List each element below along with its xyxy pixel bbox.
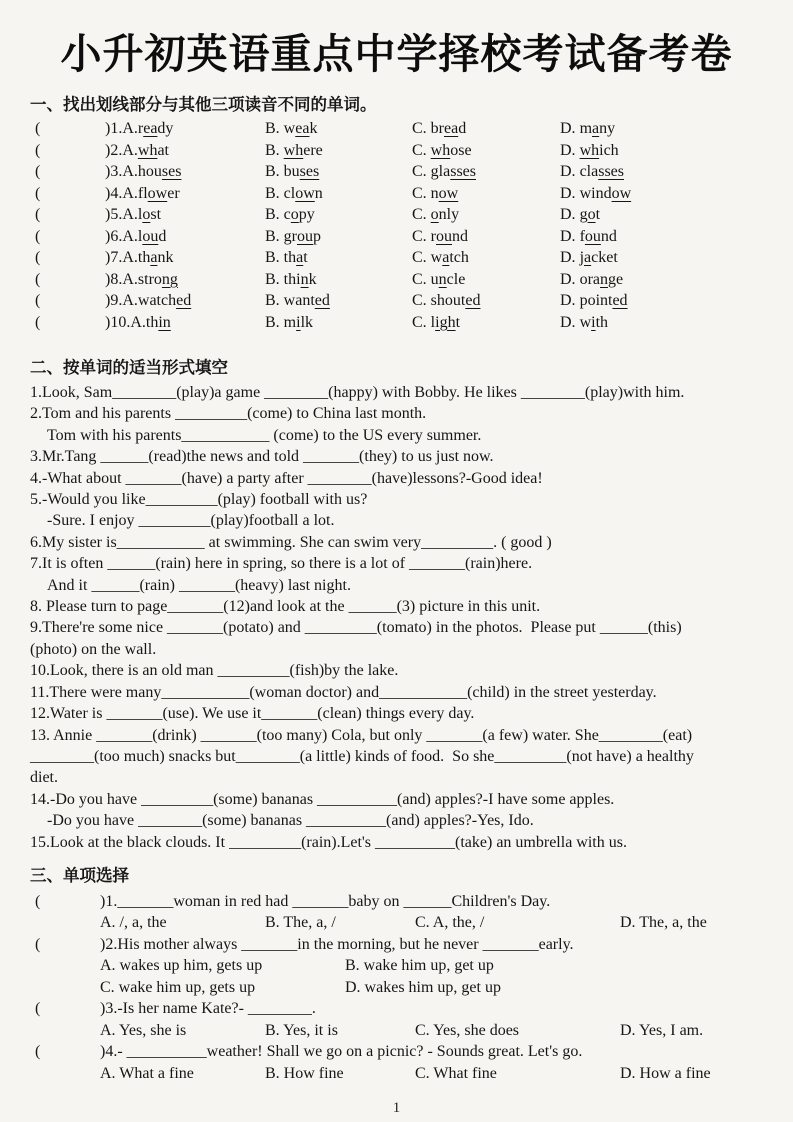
option-word-prefix: )10.A.	[105, 313, 146, 331]
option-word-pre: cla	[579, 163, 599, 180]
choice-option: D. wakes him up, get up	[345, 978, 501, 996]
choice-options-row	[0, 977, 793, 999]
underlined-letters: igh	[435, 313, 456, 331]
option-word-prefix: D.	[560, 141, 580, 159]
choice-question-text: )1._______woman in red had _______baby on ______Children's Day.	[100, 892, 551, 910]
option-word-pre: th	[145, 313, 159, 331]
option-word-pre: f	[579, 227, 585, 245]
option-word-prefix: C.	[412, 313, 431, 331]
option-d	[560, 161, 793, 183]
option-word-prefix: D.	[560, 249, 580, 266]
option-word-post: lk	[300, 313, 314, 331]
choice-option: B. The, a, /	[265, 914, 336, 932]
fill-blank-line: 14.-Do you have _________(some) bananas __________(and) apples?-I have some apples.	[30, 790, 615, 808]
option-word-pre: gr	[283, 227, 297, 245]
option-word-pre: th	[283, 249, 297, 266]
pronunciation-row	[0, 226, 793, 248]
option-word-post: k	[309, 120, 318, 137]
section-two-lines	[0, 382, 793, 853]
pronunciation-row	[0, 247, 793, 269]
option-word-prefix: B.	[265, 141, 284, 159]
option-c	[412, 226, 560, 248]
option-word-prefix: C.	[412, 206, 431, 223]
option-c	[412, 183, 560, 205]
underlined-letters: ou	[436, 227, 452, 245]
underlined-letters: o	[142, 206, 151, 223]
option-word-prefix: B.	[265, 292, 284, 309]
underlined-letters: ou	[142, 227, 159, 245]
answer-bracket: (	[35, 1043, 41, 1061]
underlined-letters: ses	[161, 163, 182, 180]
fill-blank-line: 10.Look, there is an old man _________(fish)by the lake.	[30, 662, 399, 680]
option-word-pre: j	[579, 249, 585, 266]
underlined-letters: o	[587, 206, 596, 223]
underlined-letters: a	[296, 249, 304, 266]
option-d	[560, 290, 793, 312]
option-a	[105, 290, 265, 312]
option-word-pre: m	[283, 313, 297, 331]
option-c	[412, 118, 560, 140]
option-word-post: d	[458, 120, 467, 137]
underlined-letters: wh	[579, 141, 600, 159]
pronunciation-row	[0, 118, 793, 140]
underlined-letters: ed	[465, 292, 481, 309]
option-b	[265, 269, 412, 291]
option-b	[265, 290, 412, 312]
option-word-post: cket	[591, 249, 618, 266]
underlined-letters: n	[438, 270, 447, 288]
option-word-prefix: )7.A.	[105, 249, 138, 266]
underlined-letters: n	[300, 270, 309, 288]
option-word-pre: th	[137, 249, 151, 266]
pronunciation-row	[0, 183, 793, 205]
choice-options-row	[0, 912, 793, 934]
option-word-pre: bu	[283, 163, 300, 180]
pronunciation-row	[0, 312, 793, 334]
answer-bracket: (	[35, 249, 41, 266]
option-word-pre: n	[430, 184, 439, 202]
option-word-prefix: D.	[560, 120, 580, 137]
option-d	[560, 118, 793, 140]
option-word-prefix: )6.A.	[105, 227, 138, 245]
option-word-pre: thi	[283, 270, 301, 288]
option-word-prefix: D.	[560, 313, 580, 331]
option-word-pre: g	[579, 206, 588, 223]
choice-option: B. Yes, it is	[265, 1021, 338, 1039]
option-word-post: p	[313, 227, 321, 245]
option-a	[105, 118, 265, 140]
option-word-post: t	[455, 313, 461, 331]
option-word-prefix: D.	[560, 163, 580, 180]
pronunciation-row	[0, 290, 793, 312]
choice-question-text: )2.His mother always _______in the morning, but he never _______early.	[100, 935, 574, 953]
page-title: 小升初英语重点中学择校考试备考卷	[60, 30, 733, 78]
choice-option: C. What fine	[415, 1064, 497, 1082]
option-c	[412, 290, 560, 312]
option-word-pre: shout	[430, 292, 466, 309]
option-word-pre: w	[579, 313, 592, 331]
option-a	[105, 226, 265, 248]
section-one-rows	[0, 118, 793, 333]
option-word-pre: watch	[137, 292, 177, 309]
option-word-prefix: )1.A.	[105, 120, 138, 137]
fill-blank-line: 12.Water is _______(use). We use it_______(clean) things every day.	[30, 705, 475, 723]
answer-bracket: (	[35, 935, 41, 953]
option-b	[265, 183, 412, 205]
underlined-letters: wh	[283, 141, 304, 159]
option-word-post: t	[595, 206, 601, 223]
choice-option: A. wakes up him, gets up	[100, 957, 263, 975]
underlined-letters: ow	[438, 184, 459, 202]
option-word-prefix: D.	[560, 270, 580, 288]
page-number: 1	[392, 1100, 401, 1117]
fill-blank-line: -Do you have ________(some) bananas __________(and) apples?-Yes, Ido.	[47, 812, 534, 830]
answer-bracket: (	[35, 1000, 41, 1018]
answer-bracket: (	[35, 292, 41, 309]
option-word-post: n	[314, 184, 323, 202]
answer-bracket: (	[35, 141, 41, 159]
fill-blank-line: 11.There were many___________(woman doctor) and___________(child) in the street yesterday.	[30, 683, 657, 701]
option-word-pre: cl	[283, 184, 296, 202]
option-word-pre: u	[430, 270, 439, 288]
choice-question	[0, 934, 793, 956]
option-word-prefix: D.	[560, 206, 580, 223]
choice-options-row	[0, 955, 793, 977]
choice-option: C. Yes, she does	[415, 1021, 520, 1039]
underlined-letters: wh	[137, 141, 158, 159]
option-word-post: er	[167, 184, 180, 202]
underlined-letters: ea	[295, 120, 310, 137]
fill-blank-line: 8. Please turn to page_______(12)and look at the ______(3) picture in this unit.	[30, 598, 541, 616]
fill-blank-line: 15.Look at the black clouds. It _________(rain).Let's __________(take) an umbrella with us.	[30, 833, 627, 851]
option-b	[265, 312, 412, 334]
option-b	[265, 140, 412, 162]
option-word-prefix: D.	[560, 292, 580, 309]
option-word-post: py	[298, 206, 315, 223]
option-word-prefix: B.	[265, 206, 284, 223]
option-word-prefix: )2.A.	[105, 141, 138, 159]
choice-option: A. /, a, the	[100, 914, 167, 932]
option-d	[560, 204, 793, 226]
fill-blank-line: And it ______(rain) _______(heavy) last night.	[47, 576, 351, 594]
option-word-prefix: C.	[412, 120, 431, 137]
option-word-post: st	[150, 206, 162, 223]
underlined-letters: a	[584, 249, 592, 266]
fill-blank-line: 1.Look, Sam________(play)a game ________(happy) with Bobby. He likes ________(play)with him.	[30, 384, 685, 401]
option-word-post: ose	[450, 141, 472, 159]
underlined-letters: i	[296, 313, 301, 331]
option-word-prefix: )9.A.	[105, 292, 138, 309]
option-word-post: ny	[599, 120, 616, 137]
underlined-letters: ng	[161, 270, 178, 288]
option-word-post: nd	[600, 227, 617, 245]
choice-option: A. What a fine	[100, 1064, 194, 1082]
option-word-pre: r	[137, 120, 144, 137]
option-word-pre: want	[283, 292, 315, 309]
answer-bracket: (	[35, 120, 41, 137]
underlined-letters: i	[591, 313, 596, 331]
underlined-letters: ses	[299, 163, 320, 180]
option-word-prefix: B.	[265, 249, 284, 266]
option-word-pre: gla	[430, 163, 451, 180]
option-word-post: ich	[599, 141, 619, 159]
underlined-letters: ou	[297, 227, 313, 245]
option-a	[105, 312, 265, 334]
option-word-prefix: C.	[412, 184, 431, 202]
option-word-prefix: B.	[265, 313, 284, 331]
option-word-prefix: C.	[412, 270, 431, 288]
choice-option: C. A, the, /	[415, 914, 485, 932]
answer-bracket: (	[35, 892, 41, 910]
option-a	[105, 204, 265, 226]
choice-question	[0, 1041, 793, 1063]
choice-question	[0, 998, 793, 1020]
option-word-pre: hou	[137, 163, 162, 180]
underlined-letters: o	[290, 206, 299, 223]
underlined-letters: ed	[176, 292, 192, 309]
answer-bracket: (	[35, 184, 41, 202]
option-word-prefix: C.	[412, 227, 431, 245]
fill-blank-line: (photo) on the wall.	[30, 640, 157, 658]
option-word-post: ere	[303, 141, 323, 159]
option-word-post: nd	[452, 227, 468, 245]
choice-option: B. How fine	[265, 1064, 344, 1082]
underlined-letters: a	[592, 120, 600, 137]
option-c	[412, 161, 560, 183]
option-a	[105, 269, 265, 291]
option-word-prefix: )4.A.	[105, 184, 138, 202]
choice-option: A. Yes, she is	[100, 1021, 187, 1039]
underlined-letters: o	[430, 206, 439, 223]
option-word-prefix: C.	[412, 249, 431, 266]
option-word-prefix: B.	[265, 227, 284, 245]
option-word-prefix: B.	[265, 184, 284, 202]
fill-blank-line: 4.-What about _______(have) a party after ________(have)lessons?-Good idea!	[30, 469, 543, 487]
choice-option: B. wake him up, get up	[345, 957, 494, 975]
pronunciation-row	[0, 161, 793, 183]
option-word-pre: br	[430, 120, 444, 137]
answer-bracket: (	[35, 206, 41, 223]
fill-blank-line: diet.	[30, 769, 58, 787]
underlined-letters: n	[600, 270, 608, 288]
fill-blank-line: 7.It is often ______(rain) here in spring, so there is a lot of _______(rain)here.	[30, 555, 533, 573]
underlined-letters: wh	[430, 141, 451, 159]
fill-blank-line: 9.There're some nice _______(potato) and _________(tomato) in the photos. Please put ______(this)	[30, 619, 682, 637]
option-b	[265, 226, 412, 248]
option-word-prefix: C.	[412, 163, 431, 180]
option-word-post: cle	[446, 270, 466, 288]
underlined-letters: sses	[450, 163, 476, 180]
underlined-letters: ow	[611, 184, 632, 202]
option-word-post: tch	[449, 249, 469, 266]
pronunciation-row	[0, 204, 793, 226]
option-word-prefix: D.	[560, 227, 580, 245]
option-word-post: t	[303, 249, 308, 266]
underlined-letters: ed	[612, 292, 628, 309]
choice-question	[0, 891, 793, 913]
pronunciation-row	[0, 269, 793, 291]
underlined-letters: ow	[147, 184, 168, 202]
option-word-pre: w	[430, 249, 443, 266]
option-a	[105, 161, 265, 183]
option-word-post: nly	[438, 206, 460, 223]
option-d	[560, 140, 793, 162]
option-word-post: k	[308, 270, 317, 288]
option-b	[265, 204, 412, 226]
option-word-prefix: B.	[265, 120, 284, 137]
option-word-prefix: C.	[412, 141, 431, 159]
answer-bracket: (	[35, 163, 41, 180]
choice-option: D. How a fine	[620, 1064, 711, 1082]
underlined-letters: sses	[598, 163, 624, 180]
pronunciation-row	[0, 140, 793, 162]
option-a	[105, 183, 265, 205]
choice-options-row	[0, 1063, 793, 1085]
underlined-letters: ed	[314, 292, 330, 309]
choice-options-row	[0, 1020, 793, 1042]
underlined-letters: in	[158, 313, 171, 331]
option-c	[412, 269, 560, 291]
option-word-prefix: C.	[412, 292, 431, 309]
fill-blank-line: -Sure. I enjoy _________(play)football a lot.	[47, 512, 335, 530]
option-c	[412, 312, 560, 334]
fill-blank-line: 13. Annie _______(drink) _______(too many) Cola, but only _______(a few) water. She________(eat)	[30, 726, 693, 744]
option-word-pre: r	[430, 227, 436, 245]
option-b	[265, 161, 412, 183]
underlined-letters: a	[442, 249, 450, 266]
answer-bracket: (	[35, 313, 41, 331]
choice-question-text: )3.-Is her name Kate?- ________.	[100, 1000, 316, 1018]
option-word-pre: c	[283, 206, 291, 223]
section-one-header: 一、找出划线部分与其他三项读音不同的单词。	[30, 95, 377, 114]
option-c	[412, 247, 560, 269]
option-word-prefix: )5.A.	[105, 206, 138, 223]
choice-option: C. wake him up, gets up	[100, 978, 256, 996]
option-b	[265, 247, 412, 269]
choice-question-text: )4.- __________weather! Shall we go on a picnic? - Sounds great. Let's go.	[100, 1043, 583, 1061]
answer-bracket: (	[35, 227, 41, 245]
choice-option: D. Yes, I am.	[620, 1021, 704, 1039]
option-word-post: th	[595, 313, 609, 331]
option-d	[560, 247, 793, 269]
section-three-header: 三、单项选择	[30, 865, 129, 885]
option-word-prefix: B.	[265, 270, 284, 288]
option-a	[105, 140, 265, 162]
option-word-pre: fl	[137, 184, 148, 202]
option-word-post: dy	[157, 120, 174, 137]
option-b	[265, 118, 412, 140]
option-word-prefix: D.	[560, 184, 580, 202]
option-word-post: at	[157, 141, 169, 159]
section-two-header: 二、按单词的适当形式填空	[30, 358, 228, 377]
fill-blank-line: 5.-Would you like_________(play) football with us?	[30, 491, 368, 509]
underlined-letters: ea	[143, 120, 158, 137]
underlined-letters: ea	[444, 120, 459, 137]
option-word-prefix: )8.A.	[105, 270, 138, 288]
option-c	[412, 140, 560, 162]
option-d	[560, 312, 793, 334]
fill-blank-line: ________(too much) snacks but________(a little) kinds of food. So she_________(not have) a healthy	[30, 747, 694, 765]
option-word-pre: l	[430, 313, 436, 331]
section-three-questions	[0, 891, 793, 1085]
option-d	[560, 183, 793, 205]
option-a	[105, 247, 265, 269]
fill-blank-line: Tom with his parents___________ (come) to the US every summer.	[47, 426, 482, 444]
underlined-letters: ow	[295, 184, 315, 202]
option-word-pre: wind	[579, 184, 612, 202]
option-word-post: ge	[608, 270, 624, 288]
option-word-pre: stro	[137, 270, 162, 288]
choice-option: D. The, a, the	[620, 914, 707, 932]
option-d	[560, 269, 793, 291]
option-word-pre: w	[283, 120, 296, 137]
option-word-pre: ora	[579, 270, 600, 288]
underlined-letters: a	[150, 249, 158, 266]
option-word-prefix: )3.A.	[105, 163, 138, 180]
fill-blank-line: 3.Mr.Tang ______(read)the news and told _______(they) to us just now.	[30, 448, 494, 466]
option-d	[560, 226, 793, 248]
option-word-pre: point	[579, 292, 613, 309]
underlined-letters: ou	[584, 227, 601, 245]
option-word-prefix: B.	[265, 163, 284, 180]
fill-blank-line: 6.My sister is___________ at swimming. She can swim very_________. ( good )	[30, 533, 552, 551]
option-word-post: d	[158, 227, 167, 245]
option-c	[412, 204, 560, 226]
option-word-post: nk	[157, 249, 174, 266]
answer-bracket: (	[35, 270, 41, 288]
fill-blank-line: 2.Tom and his parents _________(come) to China last month.	[30, 405, 427, 423]
option-word-pre: l	[137, 227, 143, 245]
option-word-pre: m	[579, 120, 593, 137]
option-word-pre: l	[137, 206, 143, 223]
